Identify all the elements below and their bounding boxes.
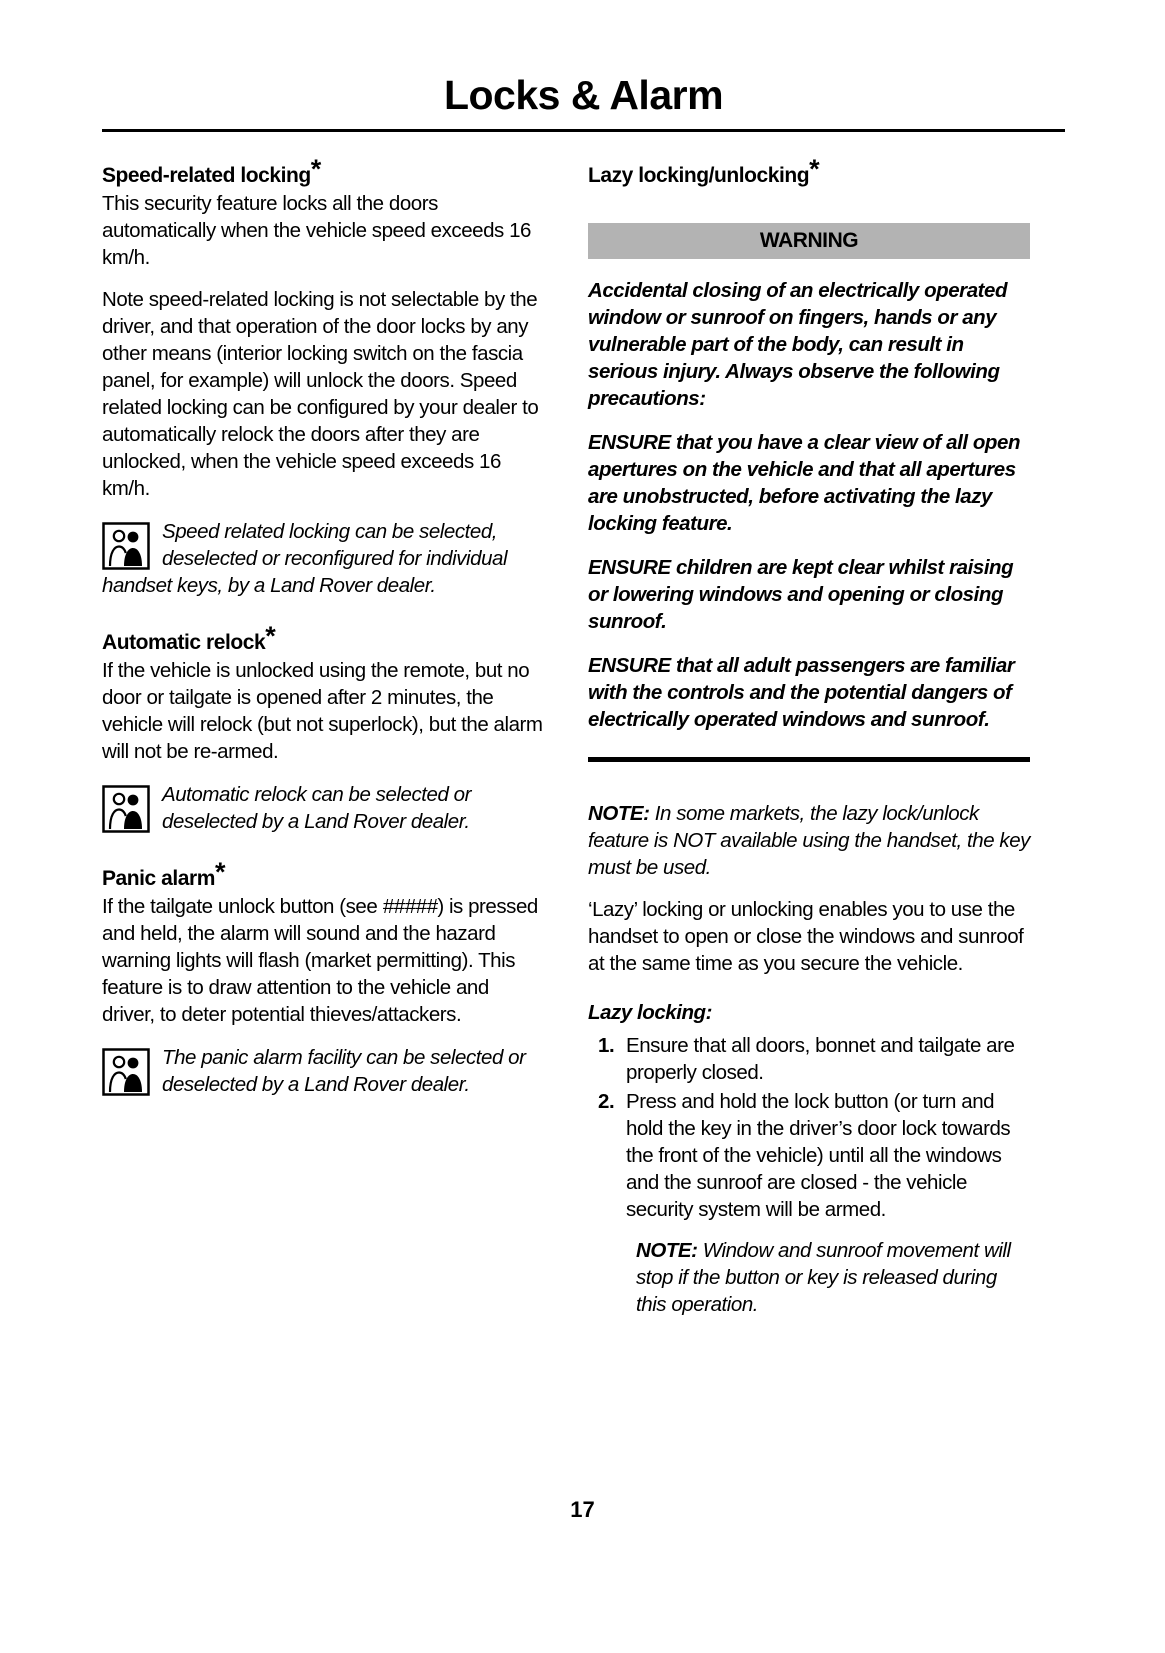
asterisk-marker: *: [214, 857, 226, 887]
page-number: 17: [570, 1497, 595, 1522]
dealer-note: [102, 781, 544, 835]
section-heading: [102, 857, 544, 892]
lazy-locking-subheading: Lazy locking:: [588, 1001, 713, 1024]
warning-paragraph: ENSURE that you have a clear view of all open apertures on the vehicle and that all apertures are unobstructed, before activating the lazy locking feature.: [588, 431, 1021, 535]
numbered-list: [588, 1032, 1030, 1223]
dealer-note-text: Automatic relock can be selected or deselected by a Land Rover dealer.: [162, 783, 471, 833]
two-column-layout: [102, 154, 1065, 1318]
dealer-note: [102, 518, 544, 599]
dealer-note: [102, 1044, 544, 1098]
note-paragraph: [588, 800, 1030, 881]
note-paragraph: [636, 1237, 1030, 1318]
page-title: Locks & Alarm: [443, 72, 724, 118]
paragraph-text: ) is pressed and held, the alarm will sound and the hazard warning lights will flash (market permitting). This feature is to draw attention to the vehicle and driver, to deter potential thieves/attackers.: [102, 895, 538, 1026]
heading-text: Panic alarm: [102, 867, 215, 890]
section-heading: [588, 154, 1030, 189]
section-heading: [102, 154, 544, 189]
paragraph-text: If the tailgate unlock button (see: [102, 895, 383, 918]
title-rule: [102, 129, 1065, 132]
warning-paragraph: ENSURE that all adult passengers are familiar with the controls and the potential dangers of electrically operated windows and sunroof.: [588, 654, 1015, 731]
paragraph: This security feature locks all the doors automatically when the vehicle speed exceeds 16 km/h.: [102, 192, 531, 269]
right-column: [588, 154, 1030, 1318]
section-heading: [102, 621, 544, 656]
list-item-text: Press and hold the lock button (or turn and hold the key in the driver’s door lock towards the front of the vehicle) until all the windows and the sunroof are closed - the vehicle security system will be armed.: [626, 1090, 1011, 1221]
dealer-people-icon: [102, 785, 150, 833]
warning-body: [588, 277, 1030, 733]
asterisk-marker: *: [265, 621, 276, 651]
dealer-people-icon: [102, 1048, 150, 1096]
warning-paragraph: Accidental closing of an electrically operated window or sunroof on fingers, hands or any vulnerable part of the body, can result in serious injury. Always observe the following precautions:: [588, 279, 1008, 410]
list-item: [588, 1088, 1030, 1223]
asterisk-marker: *: [310, 154, 321, 184]
heading-text: Speed-related locking: [102, 164, 311, 187]
warning-paragraph: ENSURE children are kept clear whilst raising or lowering windows and opening or closing sunroof.: [588, 556, 1014, 633]
list-item-number: 2.: [598, 1090, 615, 1113]
asterisk-marker: *: [809, 154, 820, 184]
warning-end-rule: [588, 757, 1030, 762]
note-label: NOTE:: [588, 802, 650, 825]
section-automatic-relock: [102, 621, 544, 835]
note-text: Window and sunroof movement will stop if the button or key is released during this operation.: [636, 1239, 1011, 1316]
warning-banner: WARNING: [588, 223, 1030, 259]
note-text: In some markets, the lazy lock/unlock feature is NOT available using the handset, the key must be used.: [588, 802, 1030, 879]
page-reference-placeholder: #####: [382, 895, 438, 918]
dealer-note-text: Speed related locking can be selected, deselected or reconfigured for individual handset keys, by a Land Rover dealer.: [102, 520, 508, 597]
list-item: [588, 1032, 1030, 1086]
list-item-number: 1.: [598, 1034, 615, 1057]
list-item-text: Ensure that all doors, bonnet and tailgate are properly closed.: [626, 1034, 1015, 1084]
paragraph: [102, 893, 544, 1028]
left-column: [102, 154, 544, 1318]
paragraph: ‘Lazy’ locking or unlocking enables you to use the handset to open or close the windows and sunroof at the same time as you secure the vehicle.: [588, 898, 1024, 975]
heading-text: Automatic relock: [102, 631, 266, 654]
note-label: NOTE:: [636, 1239, 698, 1262]
paragraph: If the vehicle is unlocked using the remote, but no door or tailgate is opened after 2 minutes, the vehicle will relock (but not superlock), but the alarm will not be re-armed.: [102, 659, 543, 763]
section-speed-related-locking: [102, 154, 544, 599]
section-panic-alarm: [102, 857, 544, 1098]
heading-text: Lazy locking/unlocking: [588, 164, 810, 187]
dealer-people-icon: [102, 522, 150, 570]
paragraph: Note speed-related locking is not selectable by the driver, and that operation of the door locks by any other means (interior locking switch on the fascia panel, for example) will unlock the doors. Speed related locking can be configured by your dealer to automatically relock the doors after they are unlocked, when the vehicle speed exceeds 16 km/h.: [102, 288, 539, 500]
dealer-note-text: The panic alarm facility can be selected or deselected by a Land Rover dealer.: [162, 1046, 526, 1096]
